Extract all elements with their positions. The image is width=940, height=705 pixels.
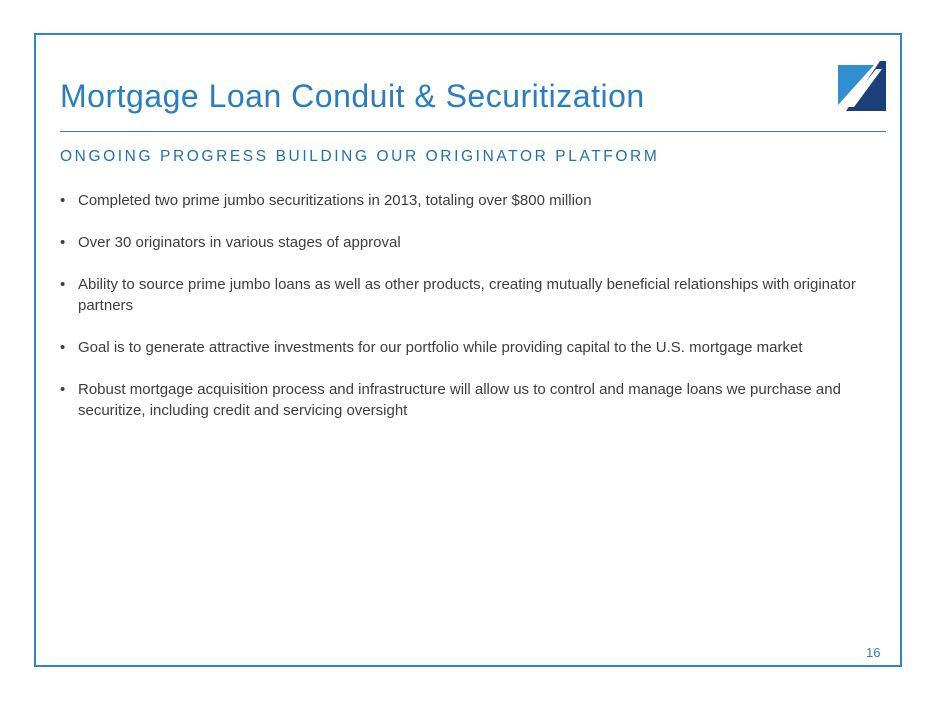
bullet-text: Goal is to generate attractive investments for our portfolio while providing capital to the U.S. mortgage market [78,339,803,356]
slide-title: Mortgage Loan Conduit & Securitization [60,78,645,114]
bullet-marker: • [60,234,66,251]
bullet-marker: • [60,192,66,209]
bullet-marker: • [60,276,66,293]
bullet-text: Over 30 originators in various stages of approval [78,234,401,251]
title-divider [60,131,886,132]
bullet-item [60,379,880,421]
bullet-item [60,337,880,358]
page-number: 16 [866,645,881,660]
bullet-item [60,232,880,253]
bullet-text: Robust mortgage acquisition process and infrastructure will allow us to control and manage loans we purchase and securitize, including credit and servicing oversight [78,381,841,419]
bullet-marker: • [60,381,66,398]
bullet-text: Completed two prime jumbo securitizations in 2013, totaling over $800 million [78,192,592,209]
bullet-item [60,274,880,316]
bullet-item [60,190,880,211]
bullet-marker: • [60,339,66,356]
company-logo [838,61,886,111]
bullet-text: Ability to source prime jumbo loans as well as other products, creating mutually beneficial relationships with originator partners [78,276,856,314]
slide-subtitle: ONGOING PROGRESS BUILDING OUR ORIGINATOR PLATFORM [60,148,660,165]
bullet-list [60,190,880,442]
